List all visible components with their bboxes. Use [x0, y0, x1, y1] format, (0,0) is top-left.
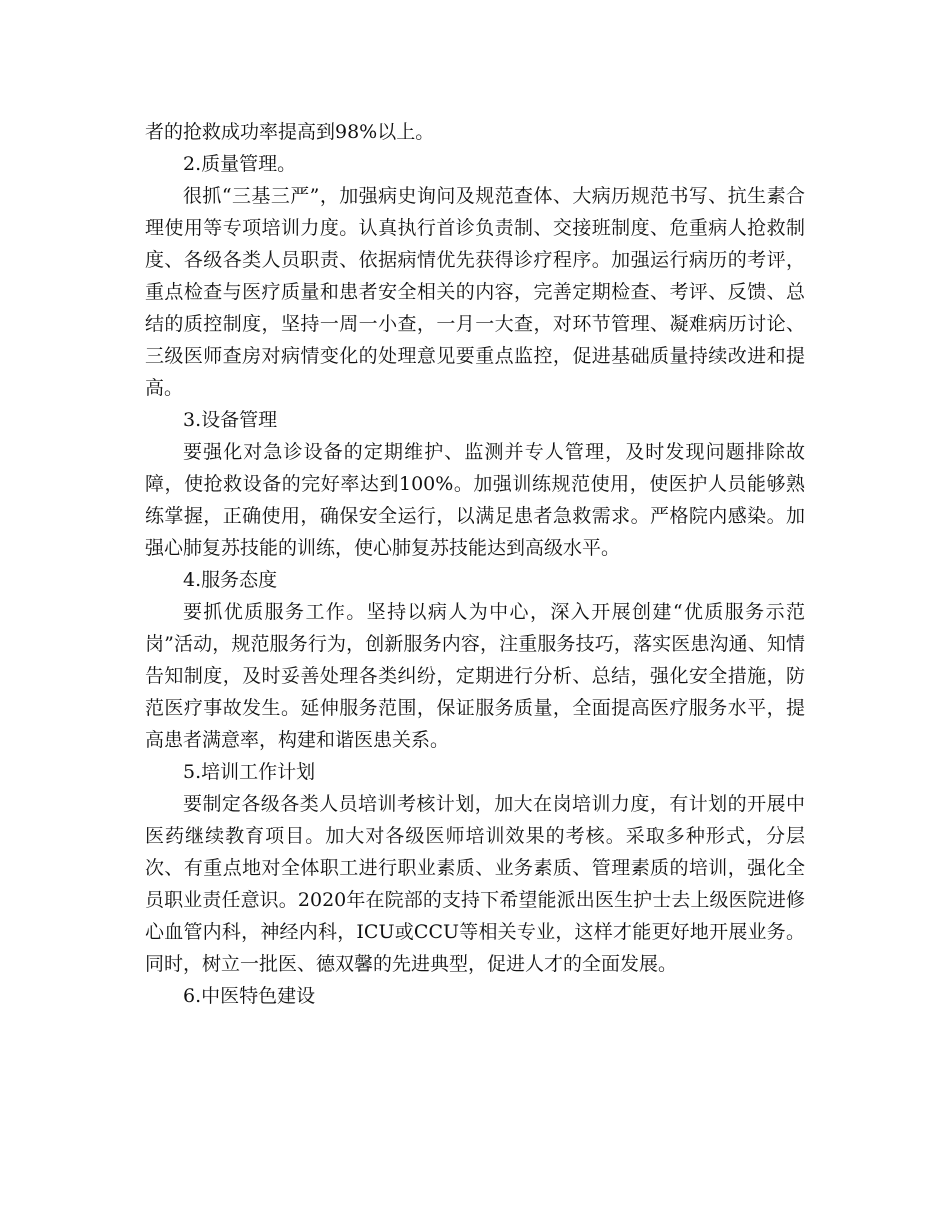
section-heading-tcm-features: 6.中医特色建设 — [183, 985, 316, 1007]
paragraph-continuation: 者的抢救成功率提高到98%以上。 — [145, 121, 435, 143]
paragraph-quality-management: 很抓“三基三严”，加强病史询问及规范查体、大病历规范书写、抗生素合理使用等专项培训力度。认真执行首诊负责制、交接班制度、危重病人抢救制度、各级各类人员职责、依据病情优先获得诊疗程序。加强运行病历的考评，重点检查与医疗质量和患者安全相关的内容，完善定期检查、考评、反馈、总结的质控制度，坚持一周一小查，一月一大查，对环节管理、凝难病历讨论、三级医师查房对病情变化的处理意见要重点监控，促进基础质量持续改进和提高。 — [145, 185, 805, 399]
paragraph-service-attitude: 要抓优质服务工作。坚持以病人为中心，深入开展创建“优质服务示范岗”活动，规范服务行为，创新服务内容，注重服务技巧，落实医患沟通、知情告知制度，及时妥善处理各类纠纷，定期进行分析、总结，强化安全措施，防范医疗事故发生。延伸服务范围，保证服务质量，全面提高医疗服务水平，提高患者满意率，构建和谐医患关系。 — [145, 601, 805, 751]
paragraph-equipment-management: 要强化对急诊设备的定期维护、监测并专人管理，及时发现问题排除故障，使抢救设备的完好率达到100%。加强训练规范使用，使医护人员能够熟练掌握，正确使用，确保安全运行，以满足患者急救需求。严格院内感染。加强心肺复苏技能的训练，使心肺复苏技能达到高级水平。 — [145, 441, 805, 559]
section-heading-training-plan: 5.培训工作计划 — [183, 761, 316, 783]
section-heading-equipment-management: 3.设备管理 — [183, 409, 278, 431]
paragraph-training-plan: 要制定各级各类人员培训考核计划，加大在岗培训力度，有计划的开展中医药继续教育项目。加大对各级医师培训效果的考核。采取多种形式，分层次、有重点地对全体职工进行职业素质、业务素质、管理素质的培训，强化全员职业责任意识。2020年在院部的支持下希望能派出医生护士去上级医院进修心血管内科，神经内科，ICU或CCU等相关专业，这样才能更好地开展业务。同时，树立一批医、德双馨的先进典型，促进人才的全面发展。 — [145, 793, 805, 975]
section-heading-quality-management: 2.质量管理。 — [183, 153, 297, 175]
document-body — [145, 116, 805, 1012]
section-heading-service-attitude: 4.服务态度 — [183, 569, 278, 591]
